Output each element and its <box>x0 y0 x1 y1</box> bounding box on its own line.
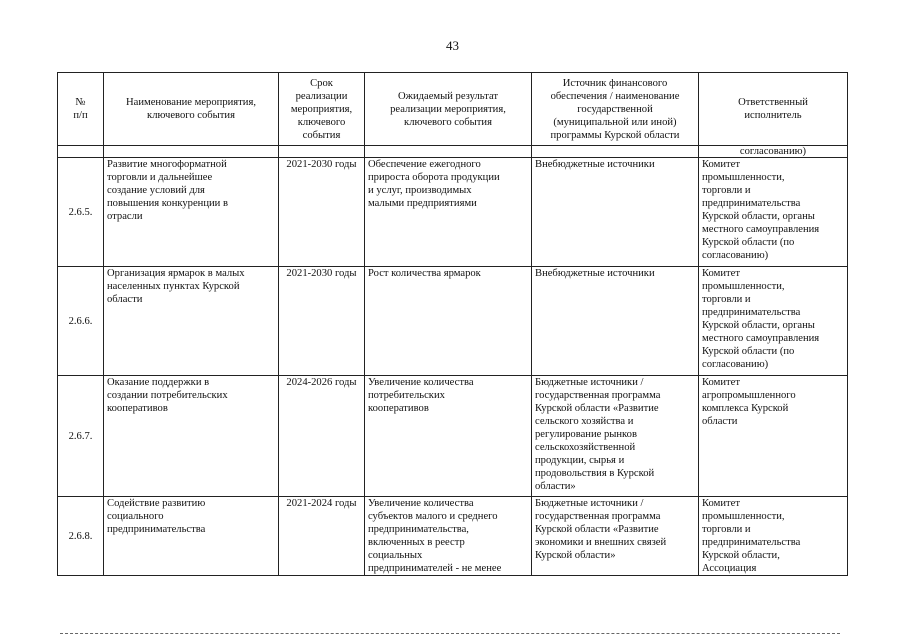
table-cell <box>58 146 104 158</box>
row-result: Увеличение количества субъектов малого и среднего предпринимательства, включенных в реестр социальных предпринимателей - не менее <box>365 497 532 576</box>
table-cell <box>365 146 532 158</box>
row-source: Бюджетные источники / государственная программа Курской области «Развитие сельского хозяйства и регулирование рынков сельскохозяйственной продукции, сырья и продовольствия в Курской области» <box>532 376 699 497</box>
row-name: Оказание поддержки в создании потребительских кооперативов <box>104 376 279 497</box>
row-result: Увеличение количества потребительских кооперативов <box>365 376 532 497</box>
table-cell <box>279 146 365 158</box>
row-executor: Комитет агропромышленного комплекса Курской области <box>699 376 848 497</box>
row-num: 2.6.8. <box>58 497 104 576</box>
row-num: 2.6.5. <box>58 158 104 267</box>
row-num: 2.6.6. <box>58 267 104 376</box>
row-result: Обеспечение ежегодного прироста оборота продукции и услуг, производимых малыми предприятиями <box>365 158 532 267</box>
header-num: № п/п <box>58 73 104 146</box>
table-row <box>58 497 848 576</box>
page-number: 43 <box>446 38 459 53</box>
header-name: Наименование мероприятия, ключевого события <box>104 73 279 146</box>
header-executor: Ответственный исполнитель <box>699 73 848 146</box>
row-name: Содействие развитию социального предпринимательства <box>104 497 279 576</box>
row-executor: Комитет промышленности, торговли и предпринимательства Курской области, органы местного самоуправления Курской области (по согласованию) <box>699 267 848 376</box>
table-cell <box>532 146 699 158</box>
row-source: Внебюджетные источники <box>532 267 699 376</box>
row-source: Внебюджетные источники <box>532 158 699 267</box>
row-source: Бюджетные источники / государственная программа Курской области «Развитие экономики и внешних связей Курской области» <box>532 497 699 576</box>
row-term: 2021-2030 годы <box>279 158 365 267</box>
row-term: 2021-2024 годы <box>279 497 365 576</box>
row-term: 2024-2026 годы <box>279 376 365 497</box>
measures-table <box>57 72 848 576</box>
scan-edge-line <box>60 633 840 635</box>
row-executor: Комитет промышленности, торговли и предпринимательства Курской области, органы местного самоуправления Курской области (по согласованию) <box>699 158 848 267</box>
header-result: Ожидаемый результат реализации мероприятия, ключевого события <box>365 73 532 146</box>
continuation-row <box>58 146 848 158</box>
row-executor: Комитет промышленности, торговли и предпринимательства Курской области, Ассоциация <box>699 497 848 576</box>
continuation-executor: согласованию) <box>699 146 848 158</box>
table-row <box>58 267 848 376</box>
row-result: Рост количества ярмарок <box>365 267 532 376</box>
table-header-row <box>58 73 848 146</box>
table-cell <box>104 146 279 158</box>
table-row <box>58 376 848 497</box>
row-name: Организация ярмарок в малых населенных пунктах Курской области <box>104 267 279 376</box>
header-source: Источник финансового обеспечения / наименование государственной (муниципальной или иной) программы Курской области <box>532 73 699 146</box>
row-name: Развитие многоформатной торговли и дальнейшее создание условий для повышения конкуренции в отрасли <box>104 158 279 267</box>
row-num: 2.6.7. <box>58 376 104 497</box>
row-term: 2021-2030 годы <box>279 267 365 376</box>
header-term: Срок реализации мероприятия, ключевого события <box>279 73 365 146</box>
table-row <box>58 158 848 267</box>
